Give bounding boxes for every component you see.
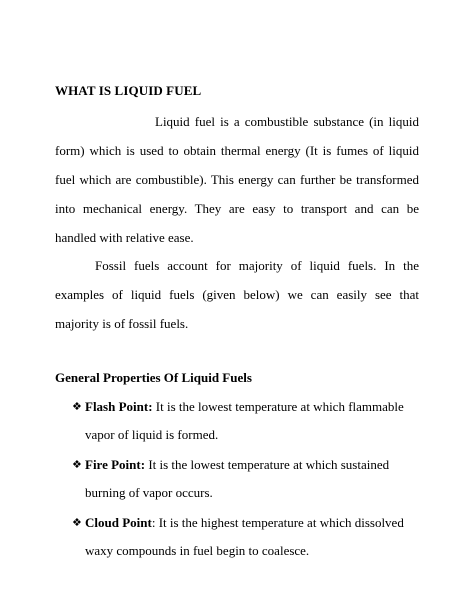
property-term: Flash Point:	[85, 399, 153, 414]
property-term: Fire Point:	[85, 457, 146, 472]
property-definition: It is the lowest temperature at which sustained burning of vapor occurs.	[85, 457, 390, 500]
four-diamond-bullet-icon: ❖	[72, 516, 82, 529]
property-definition: : It is the highest temperature at which dissolved waxy compounds in fuel begin to coalesce.	[85, 515, 404, 558]
property-definition: It is the lowest temperature at which flammable vapor of liquid is formed.	[85, 399, 404, 442]
document-title: WHAT IS LIQUID FUEL	[55, 83, 202, 98]
intro-paragraph: Liquid fuel is a combustible substance (in liquid form) which is used to obtain thermal energy (It is fumes of liquid fuel which are combustible). This energy can further be transformed into mechanical energy. They are easy to transport and can be handled with relative ease.	[55, 114, 419, 245]
fossil-fuels-paragraph: Fossil fuels account for majority of liquid fuels. In the examples of liquid fuels (given below) we can easily see that majority is of fossil fuels.	[55, 258, 419, 331]
four-diamond-bullet-icon: ❖	[72, 400, 82, 413]
property-item-flash-point	[72, 393, 422, 449]
section-heading: General Properties Of Liquid Fuels	[55, 370, 252, 385]
four-diamond-bullet-icon: ❖	[72, 458, 82, 471]
property-item-cloud-point	[72, 509, 422, 565]
property-term: Cloud Point	[85, 515, 152, 530]
properties-list	[72, 393, 422, 567]
property-item-fire-point	[72, 451, 422, 507]
